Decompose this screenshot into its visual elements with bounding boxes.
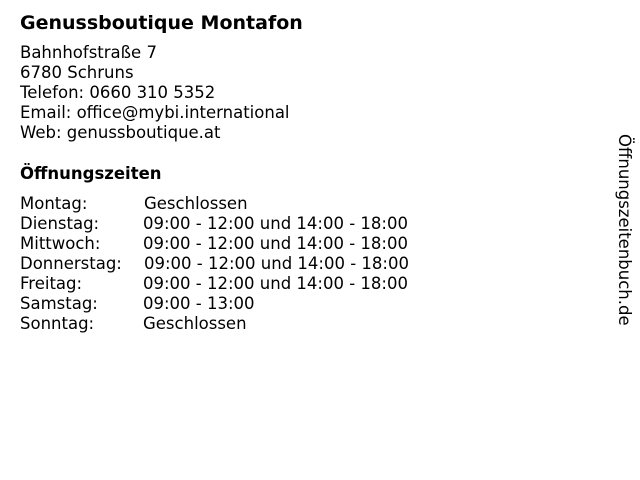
phone-number: Telefon: 0660 310 5352 (20, 83, 216, 102)
day-label: Dienstag: (20, 214, 100, 233)
contact-block (20, 43, 290, 143)
source-watermark: Öffnungszeitenbuch.de (615, 134, 634, 326)
opening-hours-heading: Öffnungszeiten (20, 164, 162, 183)
postal-city: 6780 Schruns (20, 63, 134, 82)
street-address: Bahnhofstraße 7 (20, 43, 157, 62)
time-value: Geschlossen (143, 314, 247, 333)
day-label: Samstag: (20, 294, 98, 313)
time-value: 09:00 - 12:00 und 14:00 - 18:00 (143, 214, 408, 233)
day-label: Montag: (20, 194, 88, 213)
time-value: Geschlossen (144, 194, 248, 213)
day-label: Donnerstag: (20, 254, 122, 273)
day-label: Mittwoch: (20, 234, 101, 253)
day-label: Sonntag: (20, 314, 95, 333)
email-address: Email: office@mybi.international (20, 103, 290, 122)
business-name: Genussboutique Montafon (20, 12, 303, 34)
time-value: 09:00 - 12:00 und 14:00 - 18:00 (143, 234, 408, 253)
time-value: 09:00 - 13:00 (143, 294, 255, 313)
day-label: Freitag: (20, 274, 83, 293)
time-value: 09:00 - 12:00 und 14:00 - 18:00 (144, 254, 409, 273)
website: Web: genussboutique.at (20, 123, 221, 142)
time-value: 09:00 - 12:00 und 14:00 - 18:00 (143, 274, 408, 293)
